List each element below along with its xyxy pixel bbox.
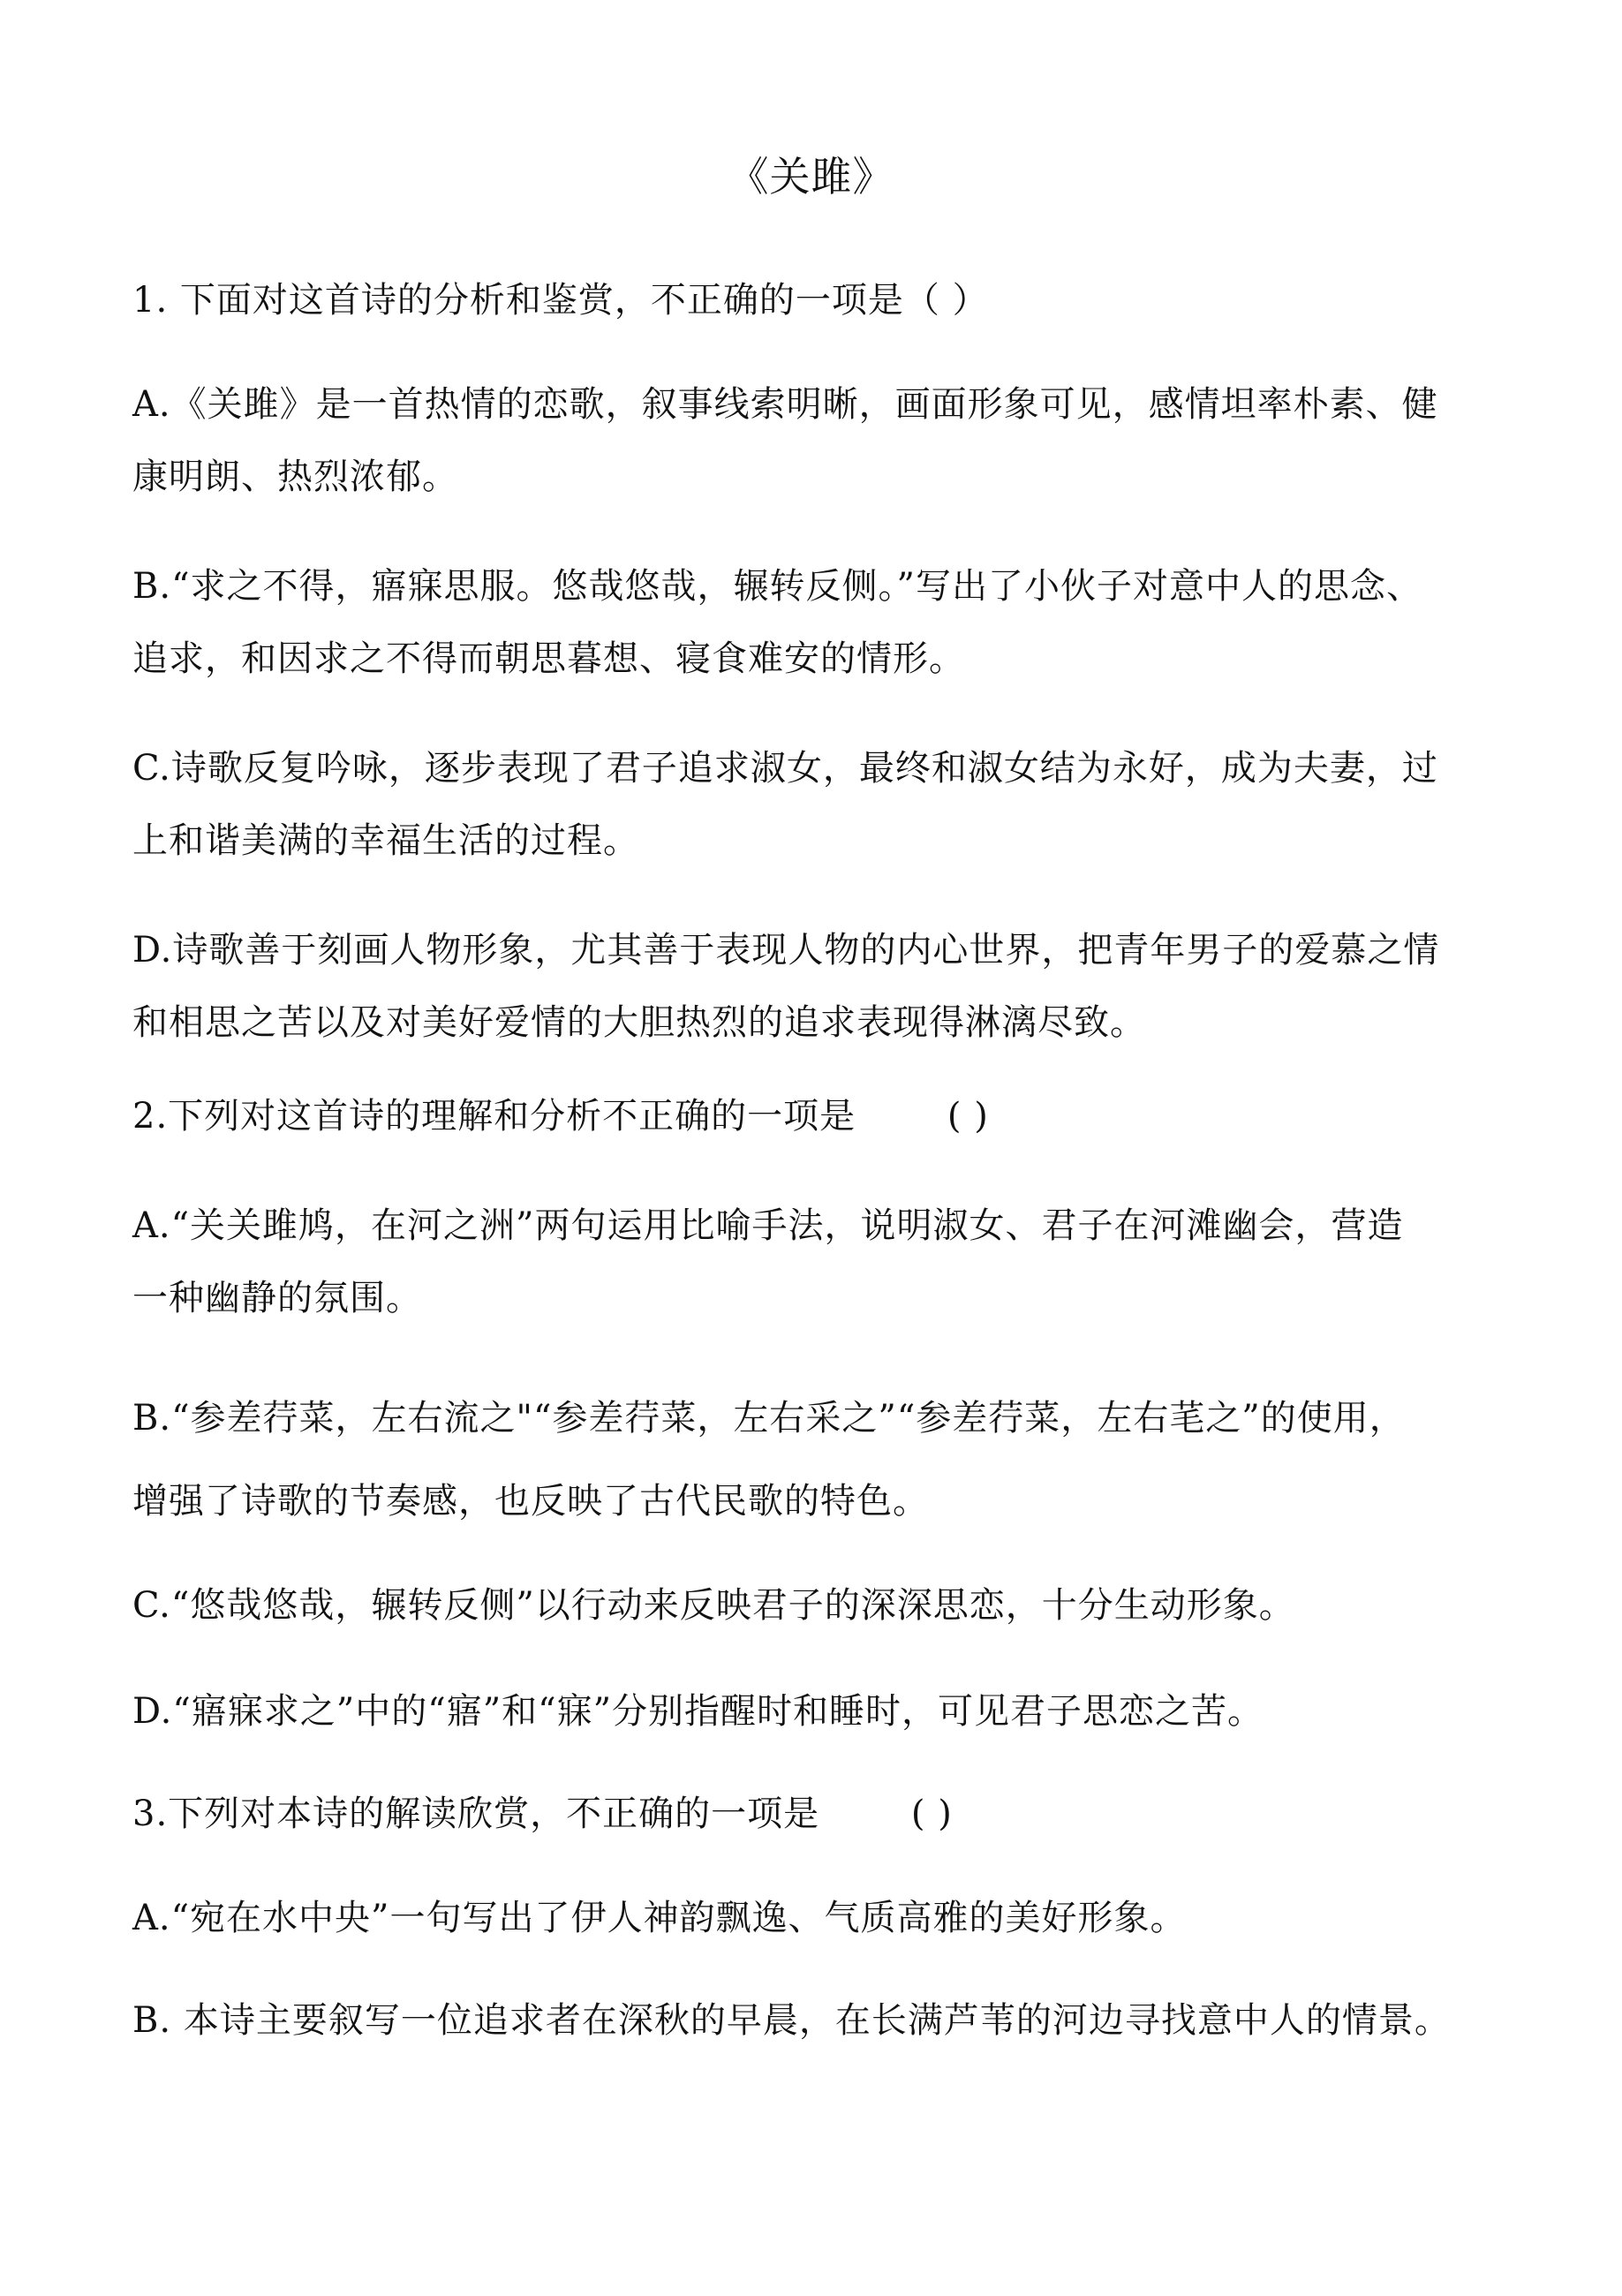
question-3-stem-row (132, 1789, 1510, 1839)
question-3-answer-blank: ( ) (910, 1794, 953, 1834)
question-1-option-d-line-2: 和相思之苦以及对美好爱情的大胆热烈的追求表现得淋漓尽致。 (132, 1002, 1146, 1043)
question-3-option-b: B. 本诗主要叙写一位追求者在深秋的早晨，在长满芦苇的河边寻找意中人的情景。 (132, 2000, 1451, 2041)
question-2-option-c: C.“悠哉悠哉，辗转反侧”以行动来反映君子的深深思恋，十分生动形象。 (132, 1585, 1295, 1626)
question-1-option-a-line-1: A.《关雎》是一首热情的恋歌，叙事线索明晰，画面形象可见，感情坦率朴素、健 (132, 384, 1438, 425)
question-1-option-c-line-2: 上和谐美满的幸福生活的过程。 (132, 820, 639, 861)
question-1-option-b-line-1: B.“求之不得，寤寐思服。悠哉悠哉，辗转反侧。”写出了小伙子对意中人的思念、 (132, 566, 1423, 607)
question-3-option-a: A.“宛在水中央”一句写出了伊人神韵飘逸、气质高雅的美好形象。 (132, 1898, 1187, 1938)
page-title: 《关雎》 (728, 153, 894, 200)
question-1-stem: 1. 下面对这首诗的分析和鉴赏，不正确的一项是（ ） (132, 280, 989, 321)
question-2-option-b-line-2: 增强了诗歌的节奏感，也反映了古代民歌的特色。 (132, 1481, 929, 1522)
question-2-option-a-line-2: 一种幽静的氛围。 (132, 1278, 422, 1318)
question-2-option-b-line-1: B.“参差荇菜，左右流之"“参差荇菜，左右采之”“参差荇菜，左右芼之”的使用， (132, 1398, 1406, 1439)
question-2-option-a-line-1: A.“关关雎鸠，在河之洲”两句运用比喻手法，说明淑女、君子在河滩幽会，营造 (132, 1205, 1404, 1246)
question-1-option-c-line-1: C.诗歌反复吟咏，逐步表现了君子追求淑女，最终和淑女结为永好，成为夫妻，过 (132, 748, 1438, 789)
question-1-option-a-line-2: 康明朗、热烈浓郁。 (132, 457, 458, 497)
question-3-stem: 3.下列对本诗的解读欣赏，不正确的一项是 (132, 1794, 820, 1834)
question-1-option-d-line-1: D.诗歌善于刻画人物形象，尤其善于表现人物的内心世界，把青年男子的爱慕之情 (132, 930, 1440, 971)
question-2-stem: 2.下列对这首诗的理解和分析不正确的一项是 (132, 1096, 856, 1137)
question-2-option-d: D.“寤寐求之”中的“寤”和“寐”分别指醒时和睡时，可见君子思恋之苦。 (132, 1691, 1264, 1732)
question-2-stem-row (132, 1091, 1510, 1141)
question-2-answer-blank: ( ) (947, 1096, 989, 1137)
question-1-option-b-line-2: 追求，和因求之不得而朝思暮想、寝食难安的情形。 (132, 638, 965, 679)
